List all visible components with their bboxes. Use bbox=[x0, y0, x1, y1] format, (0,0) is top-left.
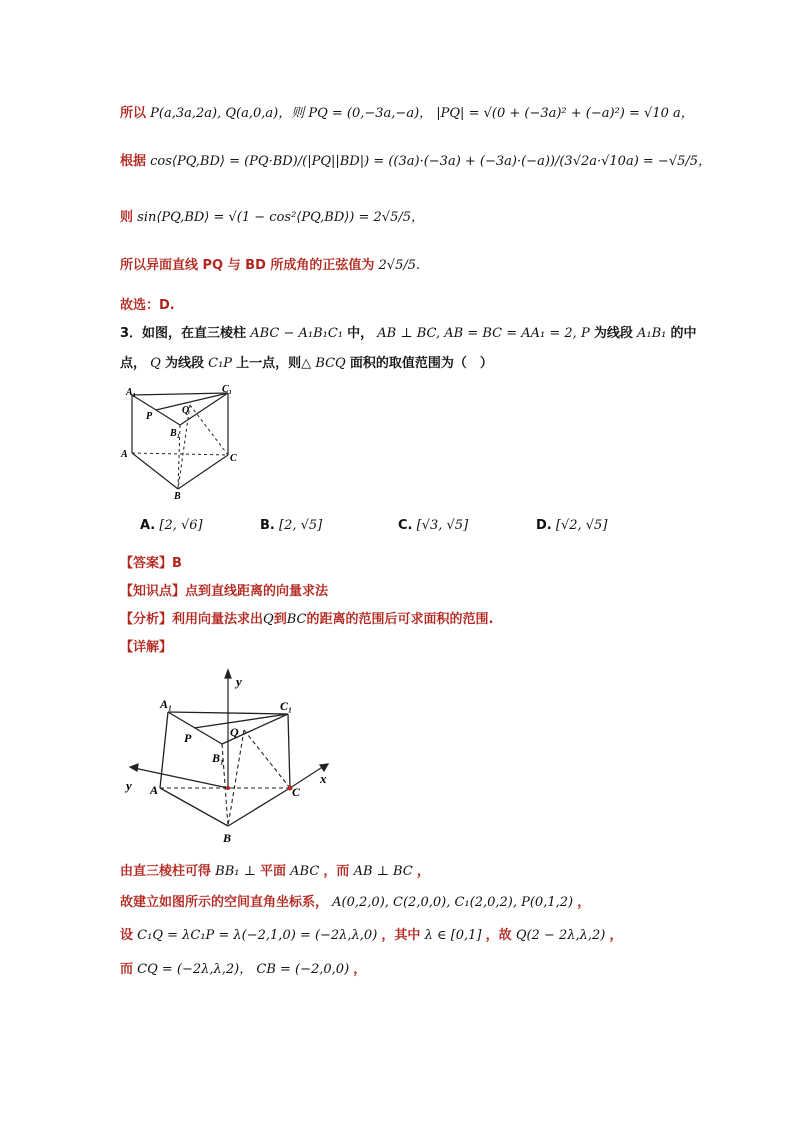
solution-line-4 bbox=[120, 254, 420, 273]
math-expression: A(0,2,0), C(2,0,0), C₁(2,0,2), P(0,1,2) bbox=[332, 895, 574, 910]
analysis-text: 利用向量法求出 bbox=[172, 612, 264, 627]
math-expression: C₁P bbox=[208, 356, 233, 371]
solution-text: 由直三棱柱可得 bbox=[120, 864, 212, 879]
math-expression: λ ∈ [0,1] bbox=[424, 928, 482, 943]
solution-text: ，故 bbox=[485, 928, 512, 943]
lead-text: 所以 bbox=[120, 106, 147, 121]
axis-label-y-top: y bbox=[236, 674, 242, 689]
solution-text: ， bbox=[577, 895, 591, 910]
math-expression: CQ = (−2λ,λ,2)， CB = (−2,0,0) bbox=[137, 962, 350, 977]
label-p: P bbox=[184, 731, 192, 745]
question-text: 为线段 bbox=[164, 356, 204, 371]
math-expression: BB₁ ⊥ bbox=[215, 864, 256, 879]
solution-text: 而 bbox=[120, 962, 134, 977]
detail-tag: 【详解】 bbox=[120, 640, 173, 655]
analysis-text: 到 bbox=[273, 612, 287, 627]
label-q: Q bbox=[230, 725, 239, 739]
math-expression: Q(2 − 2λ,λ,2) bbox=[515, 928, 606, 943]
math-expression: P(a,3a,2a), Q(a,0,a)，则 PQ = (0,−3a,−a)， |PQ| = √(0 + (−3a)² + (−a)²) = √10 a， bbox=[150, 106, 694, 121]
solution-text: ， bbox=[609, 928, 623, 943]
label-a: A bbox=[121, 449, 128, 460]
math-expression: sin⟨PQ,BD⟩ = √(1 − cos²⟨PQ,BD⟩) = 2√5/5， bbox=[137, 210, 425, 225]
math-expression: 2√5/5. bbox=[378, 258, 421, 273]
solution-text: 故建立如图所示的空间直角坐标系， bbox=[120, 895, 329, 910]
label-a1: A₁ bbox=[160, 697, 173, 711]
label-c1: C₁ bbox=[280, 699, 293, 713]
coordinate-figure bbox=[122, 668, 337, 848]
question-3-line-2 bbox=[120, 352, 493, 371]
solution-step-3 bbox=[120, 924, 622, 943]
label-q: Q bbox=[182, 405, 190, 416]
option-label: D. bbox=[536, 518, 552, 533]
knowledge-line bbox=[120, 580, 328, 599]
math-expression: Q bbox=[263, 612, 274, 627]
math-expression: AB ⊥ BC bbox=[353, 864, 413, 879]
solution-step-1 bbox=[120, 860, 430, 879]
solution-step-4 bbox=[120, 958, 366, 977]
answer-tag: 【答案】 bbox=[120, 556, 173, 571]
label-b: B bbox=[223, 831, 232, 845]
math-expression: BCQ bbox=[315, 356, 346, 371]
question-3-line-1 bbox=[120, 322, 697, 341]
answer-line bbox=[120, 552, 182, 571]
label-c1: C₁ bbox=[222, 385, 233, 395]
label-a: A bbox=[150, 783, 159, 797]
math-expression: cos⟨PQ,BD⟩ = (PQ·BD)/(|PQ||BD|) = ((3a)·(−3a) + (−3a)·(−a))/(3√2a·√10a) = −√5/5， bbox=[150, 154, 712, 169]
option-value: [2, √6] bbox=[159, 518, 203, 533]
label-b1: B₁ bbox=[170, 428, 181, 439]
label-b1: B₁ bbox=[212, 751, 225, 765]
answer-choice-text: 故选：D. bbox=[120, 298, 175, 313]
question-text: 的中 bbox=[670, 326, 697, 341]
detail-line bbox=[120, 636, 172, 655]
label-b: B bbox=[174, 491, 181, 502]
option-value: [√3, √5] bbox=[416, 518, 469, 533]
axis-label-y-left: y bbox=[126, 778, 132, 793]
lead-text: 根据 bbox=[120, 154, 147, 169]
solution-text: ， bbox=[353, 962, 367, 977]
solution-text: 设 bbox=[120, 928, 134, 943]
option-value: [√2, √5] bbox=[555, 518, 608, 533]
label-c: C bbox=[292, 785, 301, 799]
option-c[interactable] bbox=[398, 518, 468, 533]
prism-figure bbox=[118, 385, 248, 503]
solution-text: 平面 bbox=[259, 864, 286, 879]
math-expression: ABC bbox=[290, 864, 320, 879]
math-expression: ABC − A₁B₁C₁ bbox=[250, 326, 343, 341]
question-text: 3．如图，在直三棱柱 bbox=[120, 326, 247, 341]
question-text: 上一点，则△ bbox=[236, 356, 312, 371]
math-expression: Q bbox=[150, 356, 161, 371]
answer-value: B bbox=[172, 556, 182, 571]
option-label: A. bbox=[140, 518, 156, 533]
knowledge-value: 点到直线距离的向量求法 bbox=[185, 584, 329, 599]
solution-text: ，而 bbox=[323, 864, 350, 879]
knowledge-tag: 【知识点】 bbox=[120, 584, 186, 599]
solution-text: ， bbox=[416, 864, 430, 879]
option-b[interactable] bbox=[260, 518, 322, 533]
question-text: 点， bbox=[120, 356, 147, 371]
label-a1: A₁ bbox=[126, 387, 137, 398]
analysis-text: 的距离的范围后可求面积的范围. bbox=[306, 612, 494, 627]
solution-line-1 bbox=[120, 102, 694, 121]
math-expression: C₁Q = λC₁P = λ(−2,1,0) = (−2λ,λ,0) bbox=[137, 928, 378, 943]
analysis-line bbox=[120, 608, 493, 627]
solution-text: ，其中 bbox=[381, 928, 421, 943]
question-text: 中， bbox=[347, 326, 374, 341]
label-c: C bbox=[230, 453, 237, 464]
option-value: [2, √5] bbox=[279, 518, 323, 533]
question-text: 为线段 bbox=[593, 326, 633, 341]
option-d[interactable] bbox=[536, 518, 607, 533]
solution-line-3 bbox=[120, 206, 424, 225]
option-a[interactable] bbox=[140, 518, 203, 533]
math-expression: AB ⊥ BC, AB = BC = AA₁ = 2, P bbox=[377, 326, 590, 341]
solution-step-2 bbox=[120, 891, 590, 910]
option-label: C. bbox=[398, 518, 413, 533]
answer-choice-line bbox=[120, 294, 175, 313]
label-p: P bbox=[146, 411, 153, 422]
solution-line-2 bbox=[120, 150, 711, 169]
math-expression: A₁B₁ bbox=[637, 326, 667, 341]
lead-text: 则 bbox=[120, 210, 134, 225]
question-text: 面积的取值范围为（ ） bbox=[349, 356, 493, 371]
axis-label-x: x bbox=[320, 771, 327, 786]
analysis-tag: 【分析】 bbox=[120, 612, 173, 627]
option-label: B. bbox=[260, 518, 275, 533]
math-expression: BC bbox=[286, 612, 307, 627]
conclusion-text: 所以异面直线 PQ 与 BD 所成角的正弦值为 bbox=[120, 258, 375, 273]
